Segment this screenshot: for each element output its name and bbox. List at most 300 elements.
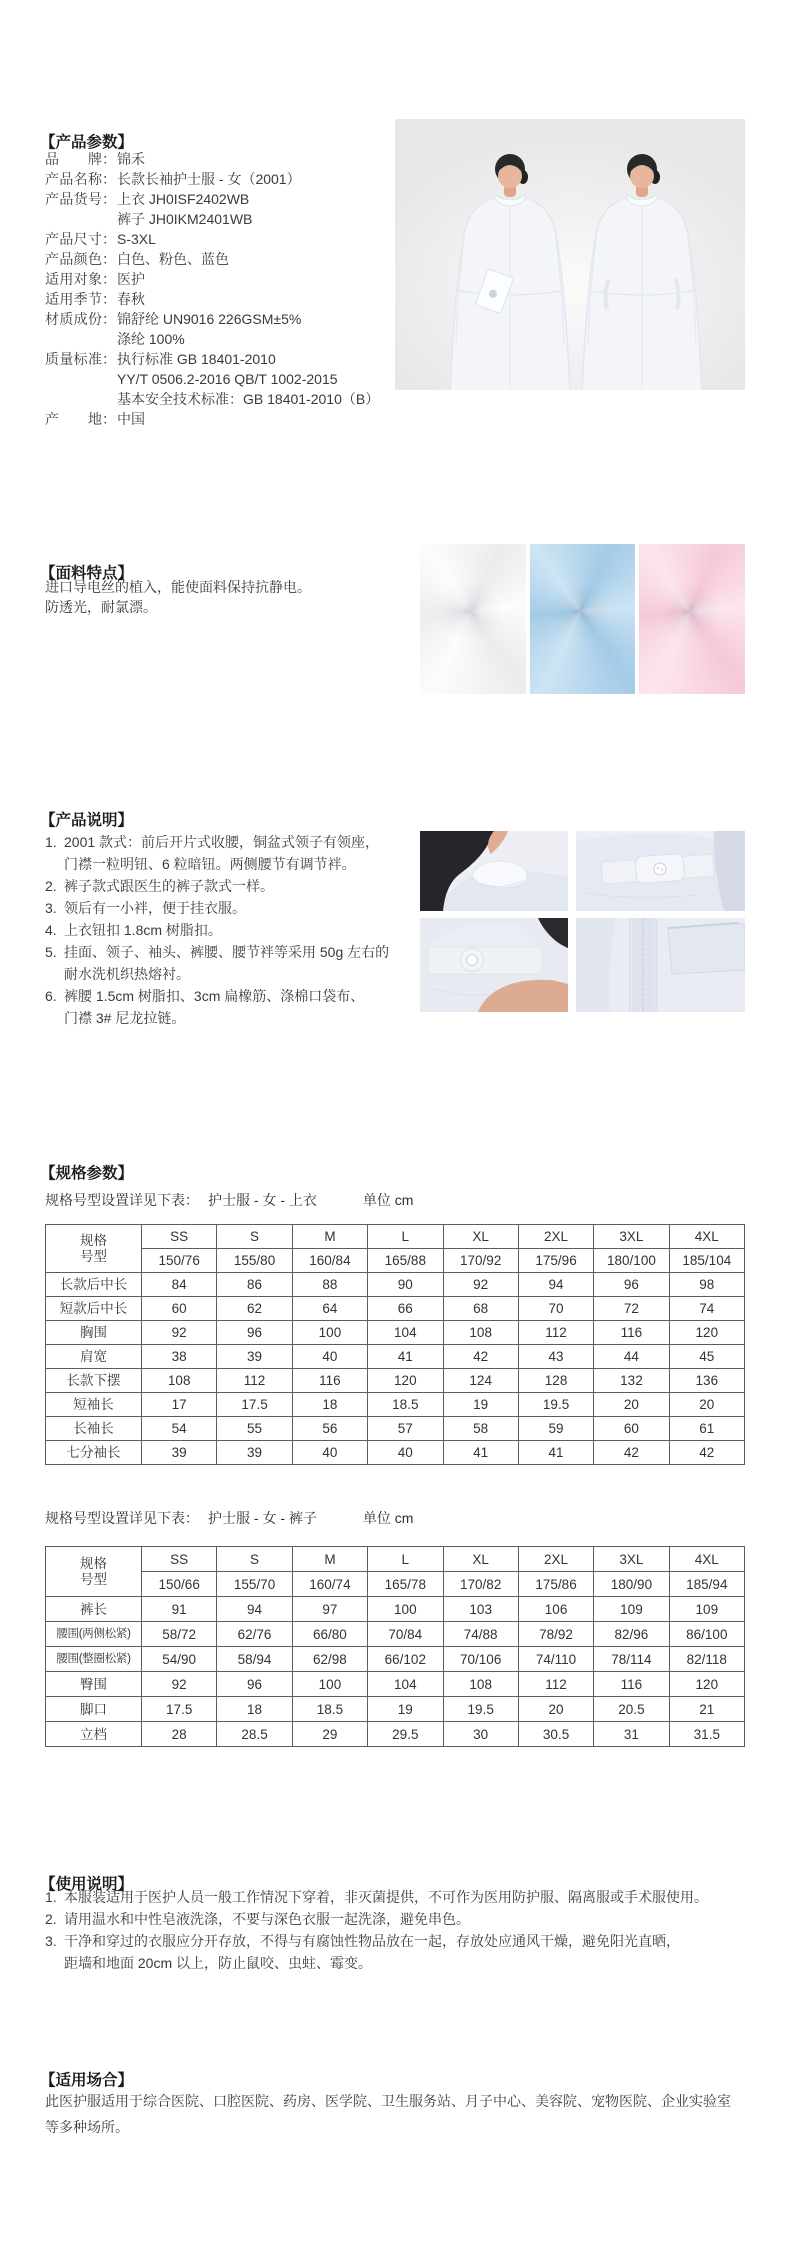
- fabric-line: 进口导电丝的植入，能使面料保持抗静电。: [45, 579, 311, 595]
- list-item: [45, 1908, 708, 1930]
- measure-name: 胸围: [46, 1321, 142, 1345]
- measure-value: 116: [292, 1369, 367, 1393]
- param-row: [45, 289, 379, 309]
- measure-value: 112: [217, 1369, 292, 1393]
- measure-value: 19: [368, 1697, 443, 1722]
- measure-value: 44: [594, 1345, 669, 1369]
- spec-table-pants-wrap: [45, 1546, 745, 1747]
- corner-line: 号型: [80, 1571, 107, 1587]
- param-label: 适用季节: [45, 291, 102, 307]
- spec-caption-top: [45, 1190, 413, 1210]
- size-code: 150/76: [142, 1249, 217, 1273]
- param-row: [45, 249, 379, 269]
- measure-row: [46, 1273, 745, 1297]
- fabric-feature-text: [45, 577, 311, 617]
- list-item: [45, 875, 389, 897]
- measure-value: 92: [142, 1672, 217, 1697]
- measure-value: 45: [669, 1345, 744, 1369]
- section-title-description: 【产品说明】: [40, 811, 134, 829]
- item-text: 2001 款式：前后开片式收腰，铜盆式领子有领座，: [64, 834, 380, 850]
- list-item: [45, 919, 389, 941]
- size-code: 170/82: [443, 1572, 518, 1597]
- corner-line: 规格: [80, 1232, 107, 1248]
- occasion-line: 此医护服适用于综合医院、口腔医院、药房、医学院、卫生服务站、月子中心、美容院、宠物医院、企业实验室: [45, 2093, 731, 2109]
- section-title-fabric: 【面料特点】: [40, 564, 134, 582]
- size-label: XL: [443, 1225, 518, 1249]
- param-value: 涤纶 100%: [117, 331, 185, 347]
- measure-name: 七分袖长: [46, 1441, 142, 1465]
- measure-value: 28.5: [217, 1722, 292, 1747]
- param-label: 材质成份: [45, 311, 102, 327]
- measure-value: 103: [443, 1597, 518, 1622]
- size-label: 4XL: [669, 1547, 744, 1572]
- measure-value: 40: [292, 1441, 367, 1465]
- param-row: [45, 309, 379, 329]
- item-text: 耐水洗机织热熔衬。: [64, 966, 190, 982]
- measure-value: 20: [669, 1393, 744, 1417]
- measure-value: 42: [594, 1441, 669, 1465]
- measure-value: 66/80: [292, 1622, 367, 1647]
- item-number: 3.: [45, 900, 57, 916]
- measure-value: 90: [368, 1273, 443, 1297]
- list-item: [45, 1930, 708, 1952]
- param-value: 锦舒纶 UN9016 226GSM±5%: [117, 311, 302, 327]
- measure-row: [46, 1369, 745, 1393]
- measure-row: [46, 1647, 745, 1672]
- size-code-row: [46, 1572, 745, 1597]
- measure-value: 70/106: [443, 1647, 518, 1672]
- measure-value: 78/92: [518, 1622, 593, 1647]
- measure-value: 40: [292, 1345, 367, 1369]
- measure-value: 17: [142, 1393, 217, 1417]
- measure-value: 97: [292, 1597, 367, 1622]
- measure-name: 短袖长: [46, 1393, 142, 1417]
- item-number: 3.: [45, 1933, 57, 1949]
- measure-value: 18.5: [368, 1393, 443, 1417]
- measure-value: 120: [669, 1672, 744, 1697]
- size-code: 160/74: [292, 1572, 367, 1597]
- measure-value: 108: [443, 1672, 518, 1697]
- param-colon: ：: [102, 251, 116, 267]
- param-value: YY/T 0506.2-2016 QB/T 1002-2015: [117, 371, 338, 387]
- size-code: 185/94: [669, 1572, 744, 1597]
- param-value: 锦禾: [117, 151, 145, 167]
- measure-value: 100: [368, 1597, 443, 1622]
- size-code: 165/88: [368, 1249, 443, 1273]
- detail-photo-pocket-zipper: [576, 918, 745, 1012]
- size-label: SS: [142, 1225, 217, 1249]
- list-item: [45, 831, 389, 853]
- spec-caption-pants: [45, 1508, 413, 1528]
- param-value: S-3XL: [117, 231, 156, 247]
- measure-value: 86: [217, 1273, 292, 1297]
- section-title-occasions: 【适用场合】: [40, 2071, 134, 2089]
- param-value: 长款长袖护士服 - 女（2001）: [117, 171, 301, 187]
- measure-value: 30.5: [518, 1722, 593, 1747]
- size-code: 185/104: [669, 1249, 744, 1273]
- size-code: 170/92: [443, 1249, 518, 1273]
- measure-value: 31.5: [669, 1722, 744, 1747]
- item-text: 本服装适用于医护人员一般工作情况下穿着，非灭菌提供，不可作为医用防护服、隔离服或手术服使用。: [64, 1889, 708, 1905]
- item-number: 6.: [45, 988, 57, 1004]
- list-item: [45, 963, 389, 985]
- param-colon: ：: [102, 291, 116, 307]
- measure-name: 臀围: [46, 1672, 142, 1697]
- measure-value: 100: [292, 1321, 367, 1345]
- usage-list: [45, 1886, 708, 1974]
- measure-value: 92: [443, 1273, 518, 1297]
- list-item: [45, 1952, 708, 1974]
- waist-tab-illustration: [576, 831, 745, 911]
- item-number: 1.: [45, 1889, 57, 1905]
- measure-value: 39: [217, 1441, 292, 1465]
- measure-value: 56: [292, 1417, 367, 1441]
- measure-name: 腰围(两侧松紧): [46, 1622, 142, 1647]
- size-label: M: [292, 1225, 367, 1249]
- measure-value: 132: [594, 1369, 669, 1393]
- measure-value: 60: [142, 1297, 217, 1321]
- product-photo: [395, 119, 745, 390]
- measure-value: 62: [217, 1297, 292, 1321]
- fabric-swatch-blue: [530, 544, 636, 694]
- measure-value: 78/114: [594, 1647, 669, 1672]
- list-item: [45, 1007, 389, 1029]
- measure-value: 38: [142, 1345, 217, 1369]
- measure-value: 106: [518, 1597, 593, 1622]
- measure-value: 19.5: [518, 1393, 593, 1417]
- param-row: [45, 329, 379, 349]
- measure-value: 62/76: [217, 1622, 292, 1647]
- param-row: [45, 389, 379, 409]
- measure-value: 58: [443, 1417, 518, 1441]
- measure-value: 124: [443, 1369, 518, 1393]
- detail-photo-cuff-button: [420, 918, 568, 1012]
- measure-value: 128: [518, 1369, 593, 1393]
- measure-value: 98: [669, 1273, 744, 1297]
- fabric-swatch-pink: [639, 544, 745, 694]
- measure-value: 108: [142, 1369, 217, 1393]
- measure-name: 短款后中长: [46, 1297, 142, 1321]
- measure-value: 41: [368, 1345, 443, 1369]
- measure-value: 120: [368, 1369, 443, 1393]
- caption-prefix: 规格号型设置详见下表：: [45, 1192, 199, 1208]
- item-number: 5.: [45, 944, 57, 960]
- measure-name: 长款下摆: [46, 1369, 142, 1393]
- size-label: S: [217, 1225, 292, 1249]
- measure-value: 41: [518, 1441, 593, 1465]
- size-code: 155/70: [217, 1572, 292, 1597]
- description-list: [45, 831, 389, 1029]
- item-text: 门襟 3# 尼龙拉链。: [64, 1010, 186, 1026]
- measure-value: 54: [142, 1417, 217, 1441]
- occasion-line: 等多种场所。: [45, 2119, 129, 2135]
- param-colon: ：: [102, 231, 116, 247]
- param-row: [45, 229, 379, 249]
- measure-value: 17.5: [142, 1697, 217, 1722]
- measure-value: 30: [443, 1722, 518, 1747]
- measure-value: 109: [669, 1597, 744, 1622]
- size-code-row: [46, 1249, 745, 1273]
- size-code: 180/100: [594, 1249, 669, 1273]
- measure-value: 64: [292, 1297, 367, 1321]
- fabric-line: 防透光，耐氯漂。: [45, 599, 157, 615]
- measure-value: 86/100: [669, 1622, 744, 1647]
- param-colon: ：: [102, 311, 116, 327]
- measure-row: [46, 1672, 745, 1697]
- param-row: [45, 409, 379, 429]
- section-title-product-params: 【产品参数】: [40, 133, 134, 151]
- param-label: 产品尺寸: [45, 231, 102, 247]
- measure-value: 96: [217, 1321, 292, 1345]
- measure-value: 42: [443, 1345, 518, 1369]
- size-label: SS: [142, 1547, 217, 1572]
- measure-value: 120: [669, 1321, 744, 1345]
- measure-value: 42: [669, 1441, 744, 1465]
- measure-value: 58/72: [142, 1622, 217, 1647]
- size-code: 165/78: [368, 1572, 443, 1597]
- measure-value: 66/102: [368, 1647, 443, 1672]
- item-number: 2.: [45, 878, 57, 894]
- measure-value: 94: [518, 1273, 593, 1297]
- caption-item: 护士服 - 女 - 上衣: [208, 1192, 317, 1208]
- item-text: 挂面、领子、袖头、裤腰、腰节袢等采用 50g 左右的: [64, 944, 390, 960]
- param-colon: ：: [102, 151, 116, 167]
- param-row: [45, 349, 379, 369]
- spec-table-top-wrap: [45, 1224, 745, 1465]
- spec-table: [45, 1224, 745, 1465]
- measure-value: 116: [594, 1321, 669, 1345]
- measure-row: [46, 1417, 745, 1441]
- size-code: 155/80: [217, 1249, 292, 1273]
- item-text: 裤腰 1.5cm 树脂扣、3cm 扁橡筋、涤棉口袋布、: [64, 988, 365, 1004]
- item-number: 4.: [45, 922, 57, 938]
- size-header-row: [46, 1547, 745, 1572]
- param-label: 适用对象: [45, 271, 102, 287]
- size-label: 2XL: [518, 1225, 593, 1249]
- item-text: 领后有一小袢，便于挂衣服。: [64, 900, 246, 916]
- param-label: 品牌: [45, 151, 102, 167]
- corner-line: 规格: [80, 1555, 107, 1571]
- measure-value: 18.5: [292, 1697, 367, 1722]
- measure-value: 20: [518, 1697, 593, 1722]
- caption-unit: 单位 cm: [362, 1192, 414, 1208]
- measure-value: 60: [594, 1417, 669, 1441]
- measure-value: 54/90: [142, 1647, 217, 1672]
- measure-row: [46, 1345, 745, 1369]
- param-row: [45, 169, 379, 189]
- measure-value: 29.5: [368, 1722, 443, 1747]
- measure-value: 58/94: [217, 1647, 292, 1672]
- measure-value: 70: [518, 1297, 593, 1321]
- measure-value: 84: [142, 1273, 217, 1297]
- nurse-models-illustration: [395, 119, 745, 390]
- size-code: 175/96: [518, 1249, 593, 1273]
- measure-value: 94: [217, 1597, 292, 1622]
- item-text: 上衣钮扣 1.8cm 树脂扣。: [64, 922, 222, 938]
- param-value: 春秋: [117, 291, 145, 307]
- measure-value: 104: [368, 1321, 443, 1345]
- measure-value: 116: [594, 1672, 669, 1697]
- list-item: [45, 941, 389, 963]
- param-colon: ：: [102, 171, 116, 187]
- corner-line: 号型: [80, 1248, 107, 1264]
- spec-table: [45, 1546, 745, 1747]
- measure-row: [46, 1622, 745, 1647]
- size-label: XL: [443, 1547, 518, 1572]
- size-label: M: [292, 1547, 367, 1572]
- section-title-usage: 【使用说明】: [40, 1875, 134, 1893]
- caption-prefix: 规格号型设置详见下表：: [45, 1510, 199, 1526]
- measure-row: [46, 1597, 745, 1622]
- measure-value: 19.5: [443, 1697, 518, 1722]
- item-number: 2.: [45, 1911, 57, 1927]
- section-title-specs: 【规格参数】: [40, 1164, 134, 1182]
- param-colon: ：: [102, 411, 116, 427]
- measure-value: 39: [142, 1441, 217, 1465]
- size-label: 4XL: [669, 1225, 744, 1249]
- param-label: 产地: [45, 411, 102, 427]
- measure-value: 31: [594, 1722, 669, 1747]
- measure-value: 18: [217, 1697, 292, 1722]
- item-text: 门襟一粒明钮、6 粒暗钮。两侧腰节有调节袢。: [64, 856, 356, 872]
- size-label: 3XL: [594, 1225, 669, 1249]
- measure-value: 104: [368, 1672, 443, 1697]
- measure-value: 100: [292, 1672, 367, 1697]
- spec-corner-cell: [46, 1225, 142, 1273]
- measure-value: 92: [142, 1321, 217, 1345]
- size-label: L: [368, 1225, 443, 1249]
- measure-value: 17.5: [217, 1393, 292, 1417]
- measure-value: 96: [217, 1672, 292, 1697]
- measure-name: 长袖长: [46, 1417, 142, 1441]
- measure-value: 62/98: [292, 1647, 367, 1672]
- measure-name: 腰围(整圈松紧): [46, 1647, 142, 1672]
- param-value: 上衣 JH0ISF2402WB: [117, 191, 250, 207]
- measure-name: 长款后中长: [46, 1273, 142, 1297]
- list-item: [45, 897, 389, 919]
- measure-value: 39: [217, 1345, 292, 1369]
- measure-value: 74/88: [443, 1622, 518, 1647]
- list-item: [45, 1886, 708, 1908]
- measure-row: [46, 1297, 745, 1321]
- param-value: 裤子 JH0IKM2401WB: [117, 211, 253, 227]
- measure-value: 20.5: [594, 1697, 669, 1722]
- measure-row: [46, 1722, 745, 1747]
- measure-row: [46, 1441, 745, 1465]
- param-value: 中国: [117, 411, 145, 427]
- param-value: 医护: [117, 271, 145, 287]
- size-label: S: [217, 1547, 292, 1572]
- measure-value: 55: [217, 1417, 292, 1441]
- item-text: 距墙和地面 20cm 以上，防止鼠咬、虫蛀、霉变。: [64, 1955, 373, 1971]
- measure-value: 70/84: [368, 1622, 443, 1647]
- measure-value: 108: [443, 1321, 518, 1345]
- param-colon: ：: [102, 271, 116, 287]
- measure-value: 21: [669, 1697, 744, 1722]
- size-code: 150/66: [142, 1572, 217, 1597]
- measure-value: 82/96: [594, 1622, 669, 1647]
- measure-value: 29: [292, 1722, 367, 1747]
- fabric-swatch-white: [420, 544, 526, 694]
- measure-value: 40: [368, 1441, 443, 1465]
- param-row: [45, 149, 379, 169]
- measure-value: 66: [368, 1297, 443, 1321]
- param-label: 产品名称: [45, 171, 102, 187]
- spec-corner-cell: [46, 1547, 142, 1597]
- measure-value: 59: [518, 1417, 593, 1441]
- measure-value: 88: [292, 1273, 367, 1297]
- measure-value: 43: [518, 1345, 593, 1369]
- measure-value: 19: [443, 1393, 518, 1417]
- param-list: [45, 149, 379, 429]
- measure-value: 112: [518, 1672, 593, 1697]
- measure-value: 20: [594, 1393, 669, 1417]
- measure-value: 82/118: [669, 1647, 744, 1672]
- param-label: 产品货号: [45, 191, 102, 207]
- measure-value: 109: [594, 1597, 669, 1622]
- collar-detail-illustration: [420, 831, 568, 911]
- param-value: 白色、粉色、蓝色: [117, 251, 229, 267]
- param-row: [45, 269, 379, 289]
- param-label: 质量标准: [45, 351, 102, 367]
- measure-value: 74: [669, 1297, 744, 1321]
- measure-row: [46, 1321, 745, 1345]
- measure-value: 74/110: [518, 1647, 593, 1672]
- size-code: 180/90: [594, 1572, 669, 1597]
- cuff-button-illustration: [420, 918, 568, 1012]
- measure-name: 立档: [46, 1722, 142, 1747]
- param-row: [45, 369, 379, 389]
- param-value: 执行标准 GB 18401-2010: [117, 351, 276, 367]
- item-text: 请用温水和中性皂液洗涤，不要与深色衣服一起洗涤，避免串色。: [64, 1911, 470, 1927]
- measure-value: 112: [518, 1321, 593, 1345]
- param-colon: ：: [102, 351, 116, 367]
- param-label: 产品颜色: [45, 251, 102, 267]
- occasion-text: [45, 2088, 731, 2140]
- measure-value: 28: [142, 1722, 217, 1747]
- measure-value: 61: [669, 1417, 744, 1441]
- item-number: 1.: [45, 834, 57, 850]
- detail-photo-waist-tab: [576, 831, 745, 911]
- param-value: 基本安全技术标准：GB 18401-2010（B）: [117, 391, 380, 407]
- size-code: 175/86: [518, 1572, 593, 1597]
- item-text: 裤子款式跟医生的裤子款式一样。: [64, 878, 274, 894]
- list-item: [45, 985, 389, 1007]
- item-text: 干净和穿过的衣服应分开存放，不得与有腐蚀性物品放在一起，存放处应通风干燥，避免阳光直晒，: [64, 1933, 680, 1949]
- pocket-zipper-illustration: [576, 918, 745, 1012]
- caption-item: 护士服 - 女 - 裤子: [208, 1510, 317, 1526]
- measure-value: 18: [292, 1393, 367, 1417]
- measure-name: 脚口: [46, 1697, 142, 1722]
- measure-row: [46, 1697, 745, 1722]
- measure-value: 41: [443, 1441, 518, 1465]
- detail-photo-grid: [420, 831, 745, 1012]
- size-header-row: [46, 1225, 745, 1249]
- caption-unit: 单位 cm: [362, 1510, 414, 1526]
- measure-value: 57: [368, 1417, 443, 1441]
- measure-name: 肩宽: [46, 1345, 142, 1369]
- measure-row: [46, 1393, 745, 1417]
- measure-value: 96: [594, 1273, 669, 1297]
- size-label: L: [368, 1547, 443, 1572]
- size-code: 160/84: [292, 1249, 367, 1273]
- measure-value: 136: [669, 1369, 744, 1393]
- param-colon: ：: [102, 191, 116, 207]
- size-label: 3XL: [594, 1547, 669, 1572]
- measure-value: 72: [594, 1297, 669, 1321]
- list-item: [45, 853, 389, 875]
- measure-name: 裤长: [46, 1597, 142, 1622]
